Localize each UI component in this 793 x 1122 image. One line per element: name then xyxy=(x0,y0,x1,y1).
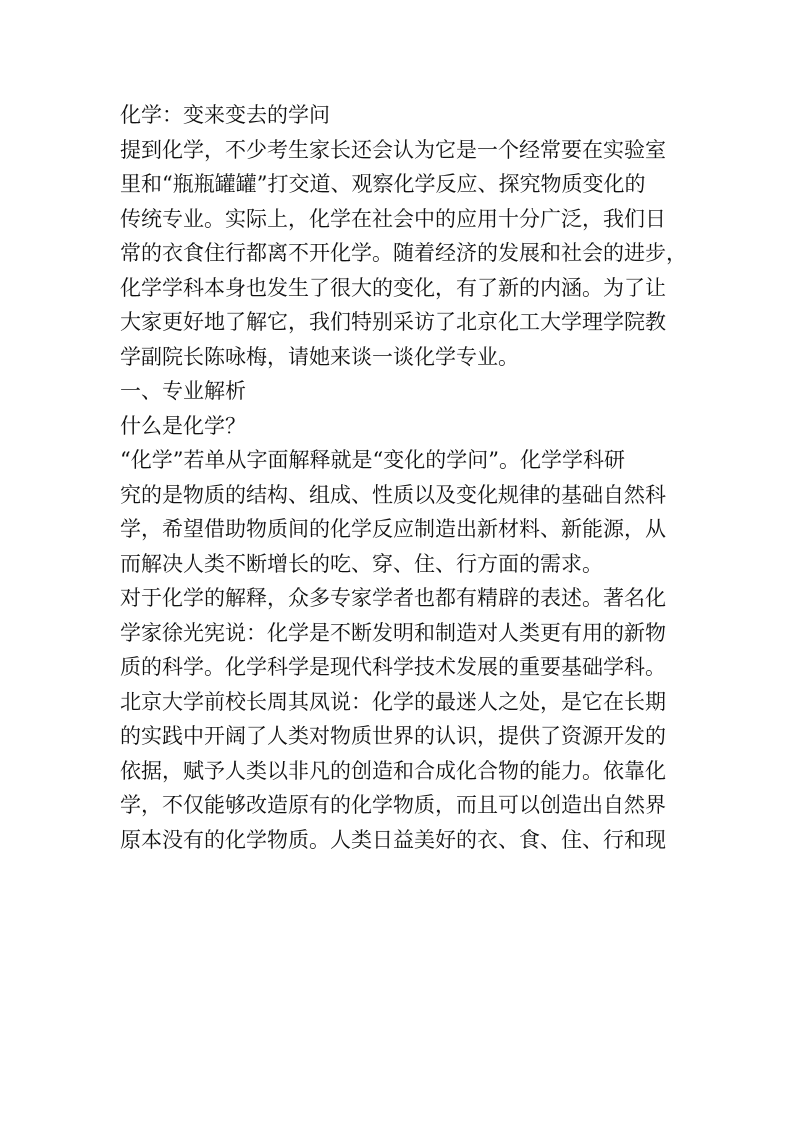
document-title: 化学：变来变去的学问 xyxy=(120,103,330,127)
text-line: 里和“瓶瓶罐罐”打交道、观察化学反应、探究物质变化的 xyxy=(120,172,646,196)
text-line: 化学学科本身也发生了很大的变化，有了新的内涵。为了让 xyxy=(120,275,666,300)
text-line: 的实践中开阔了人类对物质世界的认识，提供了资源开发的 xyxy=(120,724,666,748)
document-body xyxy=(120,98,687,857)
text-line: 原本没有的化学物质。人类日益美好的衣、食、住、行和现 xyxy=(120,827,666,852)
section-heading: 一、专业解析 xyxy=(120,379,246,403)
text-line: 大家更好地了解它，我们特别采访了北京化工大学理学院教 xyxy=(120,310,666,334)
text-line: 学家徐光宪说：化学是不断发明和制造对人类更有用的新物 xyxy=(120,620,666,645)
text-line: 而解决人类不断增长的吃、穿、住、行方面的需求。 xyxy=(120,551,603,576)
text-line: 提到化学，不少考生家长还会认为它是一个经常要在实验室 xyxy=(120,137,666,162)
text-line: 学，希望借助物质间的化学反应制造出新材料、新能源，从 xyxy=(120,517,666,541)
text-line: 对于化学的解释，众多专家学者也都有精辟的表述。著名化 xyxy=(120,586,666,610)
text-line: 常的衣食住行都离不开化学。随着经济的发展和社会的进步， xyxy=(120,241,687,265)
text-line: 质的科学。化学科学是现代科学技术发展的重要基础学科。 xyxy=(120,655,666,679)
text-line: 传统专业。实际上，化学在社会中的应用十分广泛，我们日 xyxy=(120,206,666,231)
text-line: 依据，赋予人类以非凡的创造和合成化合物的能力。依靠化 xyxy=(120,758,666,783)
text-line: “化学”若单从字面解释就是“变化的学问”。化学学科研 xyxy=(120,448,625,472)
text-line: 学，不仅能够改造原有的化学物质，而且可以创造出自然界 xyxy=(120,793,666,817)
text-line: 究的是物质的结构、组成、性质以及变化规律的基础自然科 xyxy=(120,482,666,507)
text-line: 学副院长陈咏梅，请她来谈一谈化学专业。 xyxy=(120,344,519,369)
text-line: 北京大学前校长周其凤说：化学的最迷人之处，是它在长期 xyxy=(120,689,666,714)
sub-heading: 什么是化学？ xyxy=(120,413,246,438)
